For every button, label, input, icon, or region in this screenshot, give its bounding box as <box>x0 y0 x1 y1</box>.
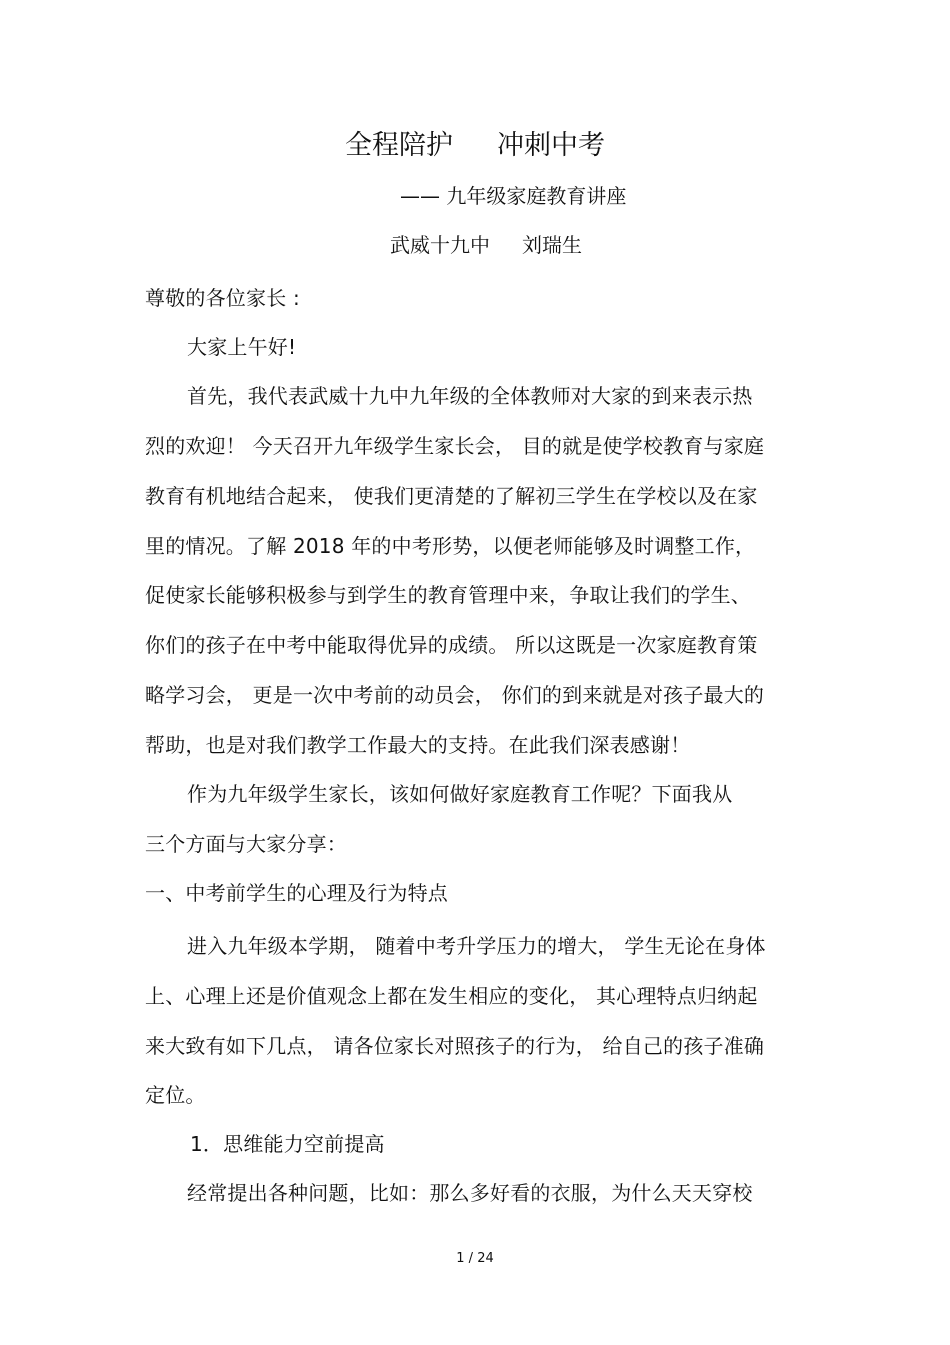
author-line <box>390 229 582 258</box>
body-line: 促使家长能够积极参与到学生的教育管理中来，争取让我们的学生、 <box>145 583 751 607</box>
body-line: 定位。 <box>145 1083 206 1107</box>
body-line: 上、心理上还是价值观念上都在发生相应的变化， 其心理特点归纳起 <box>145 984 758 1008</box>
body-line: 你们的孩子在中考中能取得优异的成绩。 所以这既是一次家庭教育策 <box>145 633 758 657</box>
section-heading: 一、中考前学生的心理及行为特点 <box>145 881 448 905</box>
body-line: 作为九年级学生家长，该如何做好家庭教育工作呢？下面我从 <box>187 782 733 806</box>
greeting: 大家上午好! <box>187 335 297 359</box>
title-part-1: 全程陪护 <box>345 130 453 161</box>
body-line: 教育有机地结合起来， 使我们更清楚的了解初三学生在学校以及在家 <box>145 484 758 508</box>
page-number <box>0 1251 950 1266</box>
subsection-heading: 1．思维能力空前提高 <box>190 1132 385 1156</box>
title-part-2: 冲刺中考 <box>497 130 605 161</box>
body-line: 帮助，也是对我们教学工作最大的支持。在此我们深表感谢！ <box>145 733 691 757</box>
body-line: 三个方面与大家分享： <box>145 832 347 856</box>
salutation: 尊敬的各位家长 : <box>145 286 300 310</box>
page-current: 1 <box>456 1251 465 1266</box>
body-line: 略学习会， 更是一次中考前的动员会， 你们的到来就是对孩子最大的 <box>145 683 765 707</box>
body-line: 经常提出各种问题，比如：那么多好看的衣服，为什么天天穿校 <box>187 1181 753 1205</box>
author-school: 武威十九中 <box>390 233 490 257</box>
body-line: 里的情况。了解 2018 年的中考形势，以便老师能够及时调整工作， <box>145 534 756 558</box>
body-line: 来大致有如下几点， 请各位家长对照孩子的行为， 给自己的孩子准确 <box>145 1034 765 1058</box>
body-line: 进入九年级本学期， 随着中考升学压力的增大， 学生无论在身体 <box>187 934 766 958</box>
body-line: 烈的欢迎！ 今天召开九年级学生家长会， 目的就是使学校教育与家庭 <box>145 434 765 458</box>
document-subtitle: —— 九年级家庭教育讲座 <box>400 184 627 208</box>
author-name: 刘瑞生 <box>522 233 582 257</box>
page-total: 24 <box>477 1251 494 1266</box>
page-separator: / <box>468 1251 474 1266</box>
body-line: 首先，我代表武威十九中九年级的全体教师对大家的到来表示热 <box>187 384 753 408</box>
document-title <box>0 123 950 162</box>
